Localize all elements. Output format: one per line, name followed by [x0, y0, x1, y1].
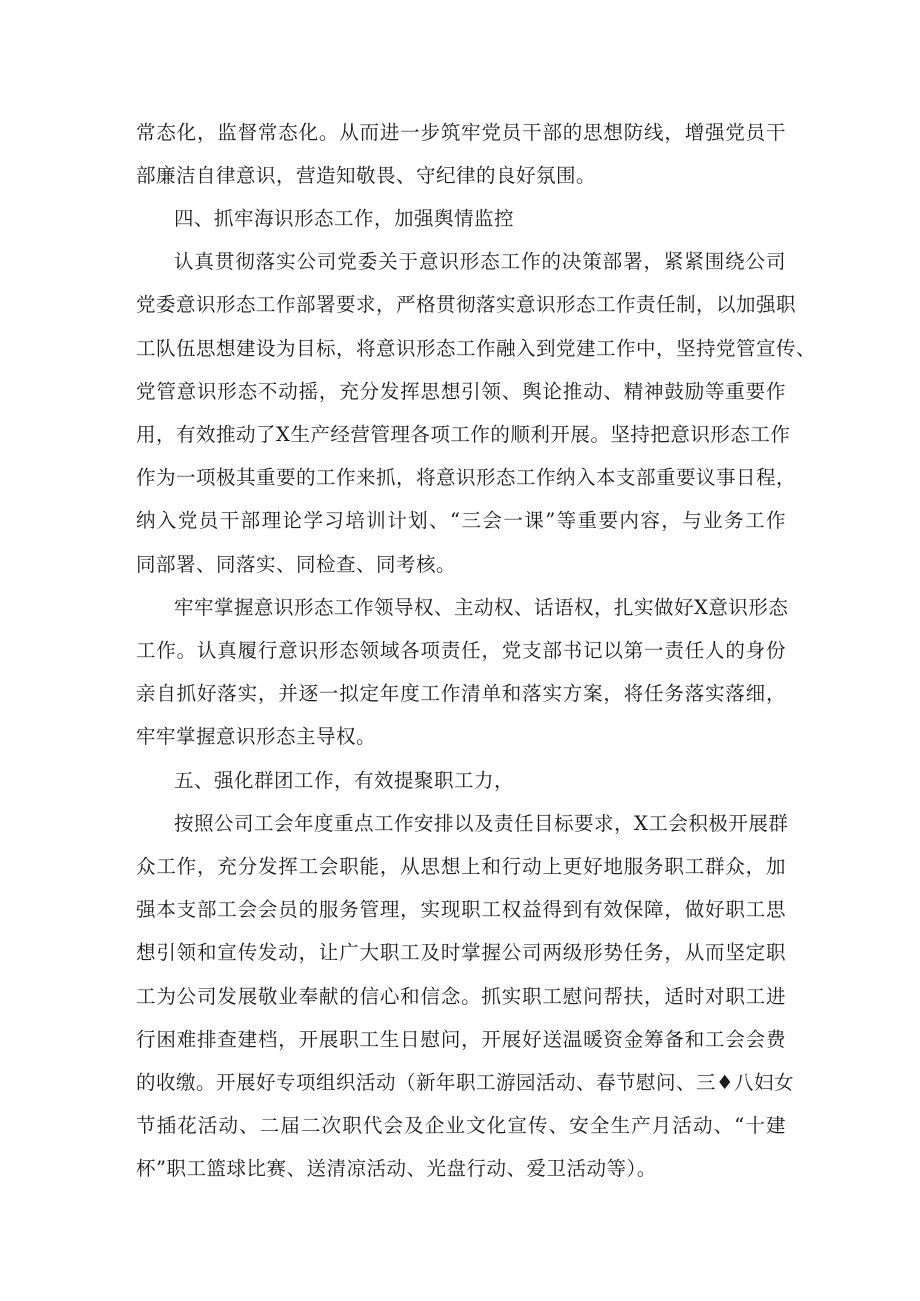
- paragraph-line: 行困难排查建档，开展职工生日慰问，开展好送温暖资金筹备和工会会费: [136, 1028, 786, 1051]
- paragraph-line: 牢牢掌握意识形态主导权。: [136, 725, 377, 748]
- paragraph-line: 杯”职工篮球比赛、送清凉活动、光盘行动、爱卫活动等）。: [136, 1157, 657, 1180]
- paragraph-line: 众工作，充分发挥工会职能，从思想上和行动上更好地服务职工群众，加: [136, 855, 786, 878]
- paragraph-line: 作为一项极其重要的工作来抓，将意识形态工作纳入本支部重要议事日程，: [136, 466, 797, 489]
- paragraph-line: 认真贯彻落实公司党委关于意识形态工作的决策部署，紧紧围绕公司: [174, 250, 786, 273]
- paragraph-line: 按照公司工会年度重点工作安排以及责任目标要求，X工会积极开展群: [174, 812, 789, 835]
- paragraph-line: 常态化，监督常态化。从而进一步筑牢党员干部的思想防线，增强党员干: [136, 121, 786, 144]
- paragraph-line: 强本支部工会会员的服务管理，实现职工权益得到有效保障，做好职工思: [136, 898, 786, 921]
- paragraph-line: 党委意识形态工作部署要求，严格贯彻落实意识形态工作责任制，以加强职: [136, 293, 797, 316]
- paragraph-line: 工队伍思想建设为目标，将意识形态工作融入到党建工作中，坚持党管宣传、: [136, 337, 817, 360]
- paragraph-line: 部廉洁自律意识，营造知敬畏、守纪律的良好氛围。: [136, 164, 597, 187]
- paragraph-line: 工作。认真履行意识形态领域各项责任，党支部书记以第一责任人的身份: [136, 639, 786, 662]
- paragraph-line: 工为公司发展敬业奉献的信心和信念。抓实职工慰问帮扶，适时对职工进: [136, 985, 786, 1008]
- section-heading-4: 四、抓牢海识形态工作，加强舆情监控: [174, 207, 515, 230]
- paragraph-line: 想引领和宣传发动，让广大职工及时掌握公司两级形势任务，从而坚定职: [136, 941, 786, 964]
- section-heading-5: 五、强化群团工作，有效提聚职工力，: [174, 769, 515, 792]
- paragraph-line: 用，有效推动了X生产经营管理各项工作的顺利开展。坚持把意识形态工作: [136, 423, 791, 446]
- paragraph-line: 亲自抓好落实，并逐一拟定年度工作清单和落实方案，将任务落实落细，: [136, 682, 786, 705]
- paragraph-line: 的收缴。开展好专项组织活动（新年职工游园活动、春节慰问、三♦八妇女: [136, 1071, 794, 1094]
- paragraph-line: 纳入党员干部理论学习培训计划、“三会一课”等重要内容，与业务工作: [136, 509, 786, 532]
- paragraph-line: 牢牢掌握意识形态工作领导权、主动权、话语权，扎实做好X意识形态: [174, 596, 789, 619]
- paragraph-line: 党管意识形态不动摇，充分发挥思想引领、舆论推动、精神鼓励等重要作: [136, 380, 786, 403]
- paragraph-line: 节插花活动、二届二次职代会及企业文化宣传、安全生产月活动、“十建: [136, 1114, 786, 1137]
- paragraph-line: 同部署、同落实、同检查、同考核。: [136, 553, 457, 576]
